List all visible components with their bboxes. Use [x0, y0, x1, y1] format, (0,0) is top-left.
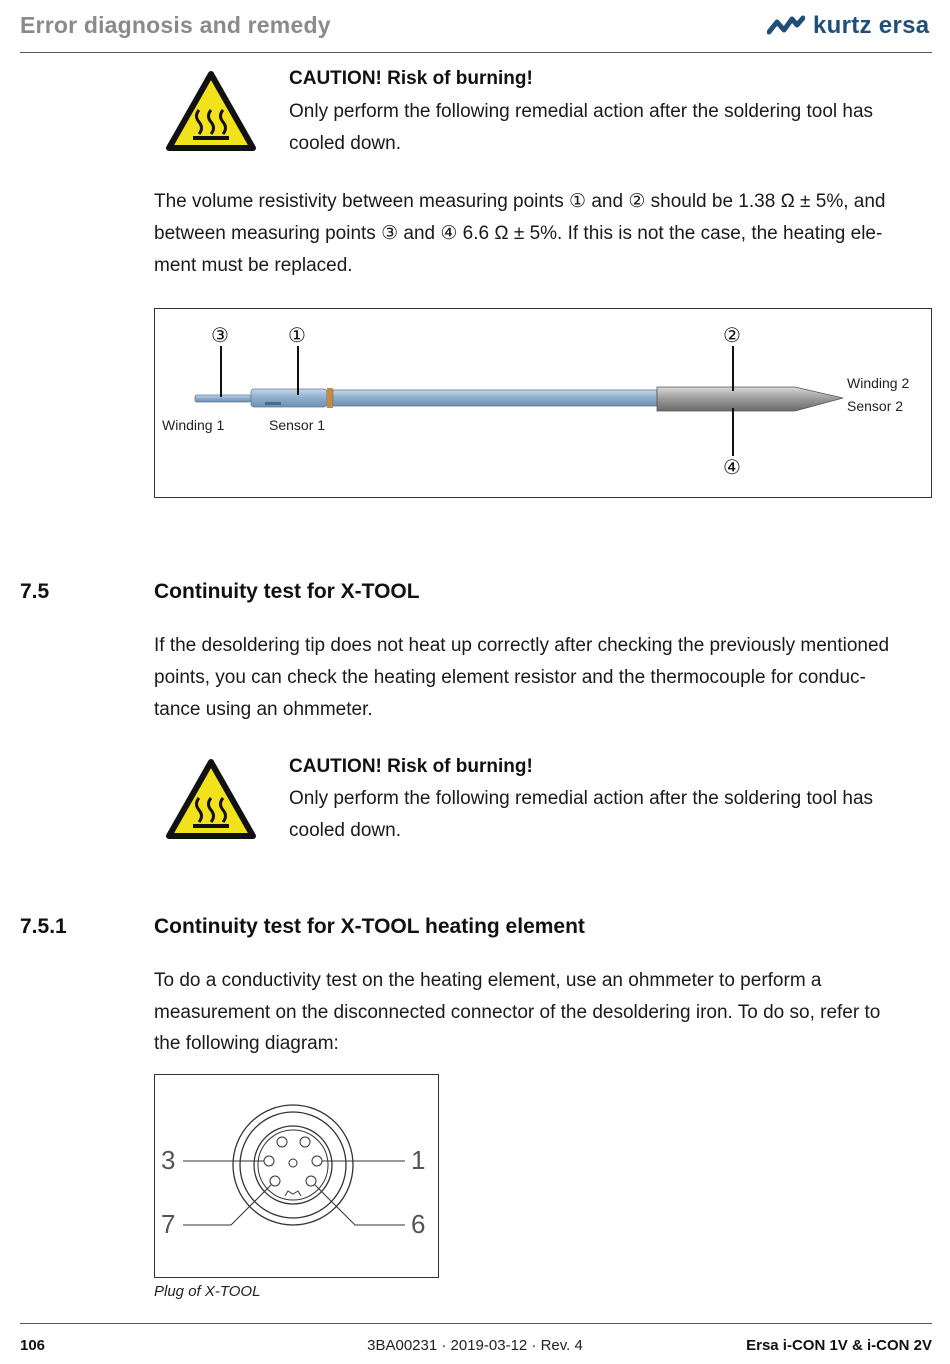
resistivity-paragraph-line1: The volume resistivity between measuring points ① and ② should be 1.38 Ω ± 5%, and — [154, 191, 886, 212]
hot-surface-warning-icon — [165, 70, 257, 152]
label-sensor-2: Sensor 2 — [847, 398, 904, 414]
soldering-tool-figure — [154, 308, 932, 498]
figure-caption: Plug of X-TOOL — [154, 1283, 261, 1300]
section-paragraph-line3: tance using an ohmmeter. — [154, 699, 373, 720]
subsection-paragraph-line2: measurement on the disconnected connector of the desoldering iron. To do so, refer to — [154, 1002, 881, 1023]
caution-title: CAUTION! Risk of burning! — [289, 756, 533, 777]
section-number: 7.5 — [20, 580, 50, 603]
pin-label-6: 6 — [411, 1209, 426, 1239]
subsection-paragraph-line3: the following diagram: — [154, 1033, 339, 1054]
subsection-paragraph-line1: To do a conductivity test on the heating element, use an ohmmeter to perform a — [154, 970, 822, 991]
pin-label-3: 3 — [161, 1145, 176, 1175]
section-paragraph-line2: points, you can check the heating element resistor and the thermocouple for conduc- — [154, 667, 866, 688]
plug-diagram-drawing — [155, 1075, 438, 1277]
hot-surface-warning-icon — [165, 758, 257, 840]
caution-text: Only perform the following remedial action after the soldering tool has cooled down. — [289, 101, 874, 154]
document-id: 3BA00231 · 2019-03-12 · Rev. 4 — [367, 1337, 583, 1354]
page-header-title: Error diagnosis and remedy — [20, 12, 331, 38]
subsection-number: 7.5.1 — [20, 915, 67, 938]
marker-3: ③ — [211, 325, 229, 347]
section-title: Continuity test for X-TOOL — [154, 580, 420, 603]
brand-logo — [767, 10, 929, 42]
product-name: Ersa i-CON 1V & i-CON 2V — [746, 1337, 932, 1354]
resistivity-paragraph-line3: ment must be replaced. — [154, 255, 353, 276]
header-rule — [20, 52, 932, 53]
kurtz-ersa-logo-icon — [767, 14, 805, 38]
marker-2: ② — [723, 325, 741, 347]
marker-4: ④ — [723, 457, 741, 479]
resistivity-paragraph-line2: between measuring points ③ and ④ 6.6 Ω ± 5%. If this is not the case, the heating ele- — [154, 223, 883, 244]
marker-1: ① — [288, 325, 306, 347]
section-paragraph-line1: If the desoldering tip does not heat up correctly after checking the previously mentioned — [154, 635, 890, 656]
caution-text: Only perform the following remedial action after the soldering tool has cooled down. — [289, 788, 874, 841]
caution-title: CAUTION! Risk of burning! — [289, 68, 533, 89]
label-winding-2: Winding 2 — [847, 375, 910, 391]
pin-label-1: 1 — [411, 1145, 426, 1175]
label-winding-1: Winding 1 — [162, 417, 225, 433]
subsection-title: Continuity test for X-TOOL heating element — [154, 915, 585, 938]
page-number: 106 — [20, 1337, 46, 1354]
footer-rule — [20, 1323, 932, 1324]
label-sensor-1: Sensor 1 — [269, 417, 326, 433]
soldering-tool-drawing — [155, 309, 931, 497]
pin-label-7: 7 — [161, 1209, 176, 1239]
logo-text: kurtz ersa — [813, 12, 930, 39]
plug-diagram-figure — [154, 1074, 439, 1278]
